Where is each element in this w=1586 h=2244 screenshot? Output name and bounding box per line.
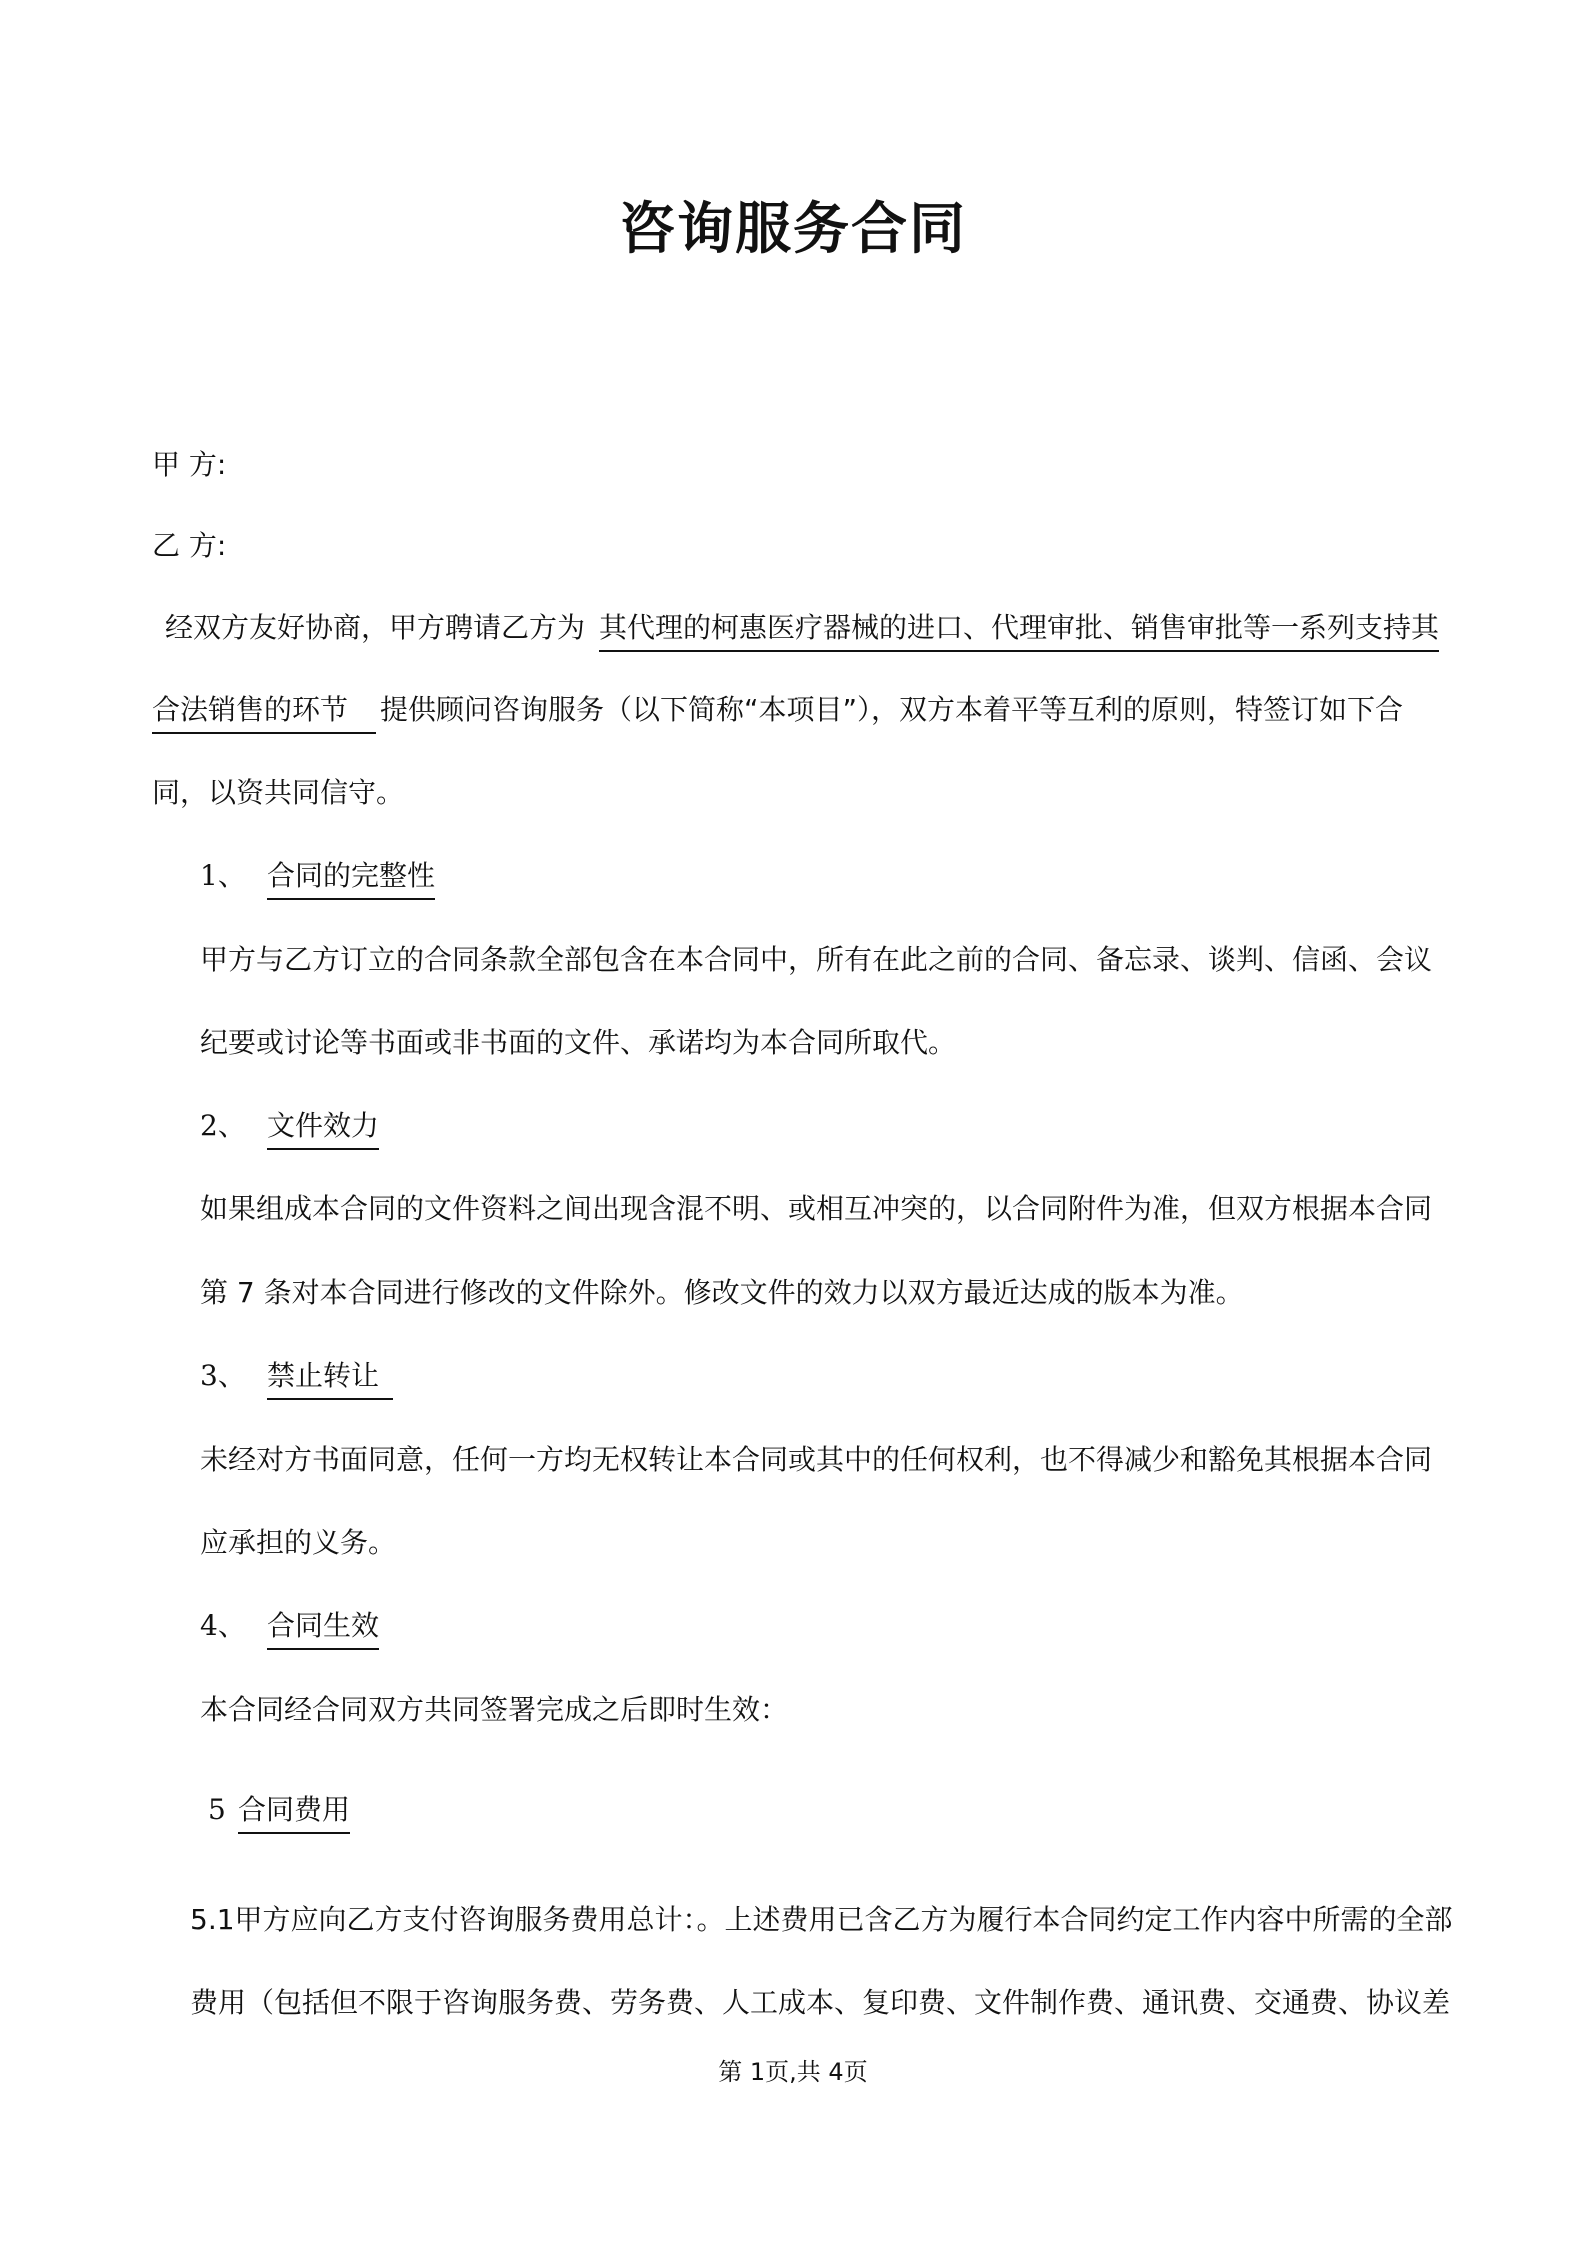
section-3-number: 3、 (200, 1359, 246, 1392)
section-3-heading: 禁止转让 (267, 1356, 393, 1400)
section-5-heading: 合同费用 (238, 1790, 350, 1834)
section-5-line-2: 费用（包括但不限于咨询服务费、劳务费、人工成本、复印费、文件制作费、通讯费、交通费、协议差 (190, 1986, 1451, 2019)
intro-text-start: 经双方友好协商，甲方聘请乙方为 (165, 611, 586, 644)
document-title: 咨询服务合同 (619, 197, 967, 262)
section-1-line-1: 甲方与乙方订立的合同条款全部包含在本合同中，所有在此之前的合同、备忘录、谈判、信函、会议 (200, 943, 1433, 976)
section-2-heading: 文件效力 (267, 1106, 379, 1150)
section-5-number: 5 (208, 1793, 226, 1826)
intro-line-1 (165, 608, 1439, 652)
project-scope-underlined: 其代理的柯惠医疗器械的进口、代理审批、销售审批等一系列支持其 (599, 608, 1439, 652)
section-4-number: 4、 (200, 1609, 246, 1642)
party-b-label: 乙 方: (152, 529, 227, 562)
intro-line-2 (152, 690, 1403, 734)
section-3-line-1: 未经对方书面同意，任何一方均无权转让本合同或其中的任何权利，也不得减少和豁免其根据本合同 (200, 1443, 1433, 1476)
section-2-line-2: 第 7 条对本合同进行修改的文件除外。修改文件的效力以双方最近达成的版本为准。 (200, 1276, 1244, 1309)
section-1-number: 1、 (200, 859, 246, 892)
party-a-label: 甲 方: (152, 448, 227, 481)
section-2-line-1: 如果组成本合同的文件资料之间出现含混不明、或相互冲突的，以合同附件为准，但双方根据本合同 (200, 1192, 1433, 1225)
section-4-heading: 合同生效 (267, 1606, 379, 1650)
section-3-line-2: 应承担的义务。 (200, 1526, 397, 1559)
intro-line-3: 同，以资共同信守。 (152, 776, 405, 809)
section-1-heading: 合同的完整性 (267, 856, 435, 900)
page-footer: 第 1页,共 4页 (718, 2058, 868, 2086)
section-2-number: 2、 (200, 1109, 246, 1142)
section-1-line-2: 纪要或讨论等书面或非书面的文件、承诺均为本合同所取代。 (200, 1026, 957, 1059)
section-5-line-1: 5.1甲方应向乙方支付咨询服务费用总计：。上述费用已含乙方为履行本合同约定工作内容中所需的全部 (190, 1903, 1453, 1936)
project-scope-underlined-cont: 合法销售的环节 (152, 690, 376, 734)
section-4-line-1: 本合同经合同双方共同签署完成之后即时生效： (200, 1693, 789, 1726)
intro-text-rest: 提供顾问咨询服务（以下简称“本项目”），双方本着平等互利的原则，特签订如下合 (380, 693, 1404, 726)
